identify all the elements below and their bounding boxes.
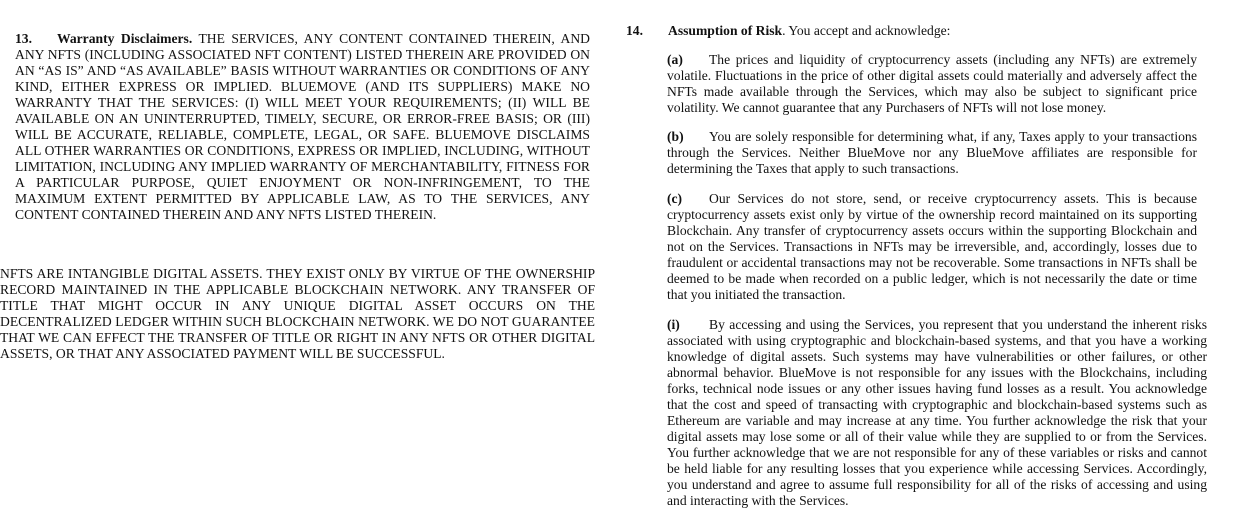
section-14-item-c <box>667 191 1197 303</box>
section-14-heading: Assumption of Risk <box>668 23 783 38</box>
section-14-item-b <box>667 129 1197 177</box>
item-a-text: The prices and liquidity of cryptocurrency assets (including any NFTs) are extremely volatile. Fluctuations in the price of other digital assets could materially and adversely affect the NFTs made available through the Services, which may also be subject to significant price volatility. We cannot guarantee that any Purchasers of NFTs will not lose money. <box>667 52 1197 115</box>
section-13-heading: Warranty Disclaimers. <box>57 31 193 46</box>
section-13-warranty-disclaimers <box>15 31 590 223</box>
item-b-text: You are solely responsible for determining what, if any, Taxes apply to your transactions through the Services. Neither BlueMove nor any BlueMove affiliates are responsible for determining the Taxes that apply to such transactions. <box>667 129 1197 176</box>
item-a-label: (a) <box>667 52 683 67</box>
item-i-text: By accessing and using the Services, you represent that you understand the inherent risks associated with using cryptographic and blockchain-based systems, and that you have a working knowledge of digital assets. Such systems may have vulnerabilities or other failures, or other abnormal behavior. BlueMove is not responsible for any issues with the Blockchains, including forks, technical node issues or any other issues having fund losses as a result. You acknowledge that the cost and speed of transacting with cryptographic and blockchain-based systems such as Ethereum are variable and may increase at any time. You further acknowledge the risk that your digital assets may lose some or all of their value while they are supplied to or from the Services. You further acknowledge that we are not responsible for any of these variables or risks and cannot be held liable for any resulting losses that you experience while accessing Services. Accordingly, you understand and agree to assume full responsibility for all of the risks of accessing and using and interacting with the Services. <box>667 317 1207 508</box>
section-14-header <box>626 23 1216 39</box>
item-b-label: (b) <box>667 129 684 144</box>
item-c-text: Our Services do not store, send, or receive cryptocurrency assets. This is because cryptocurrency assets exist only by virtue of the ownership record maintained on its supporting Blockchain. Any transfer of cryptocurrency assets occurs within the supporting Blockchain and not on the Services. Transactions in NFTs may be irreversible, and, accordingly, losses due to fraudulent or accidental transactions may not be recoverable. Some transactions in NFTs shall be deemed to be made when recorded on a public ledger, which is not necessarily the date or time that you initiated the transaction. <box>667 191 1197 302</box>
section-13-text: THE SERVICES, ANY CONTENT CONTAINED THEREIN, AND ANY NFTS (INCLUDING ASSOCIATED NFT CONTENT) LISTED THEREIN ARE PROVIDED ON AN “AS IS” AND “AS AVAILABLE” BASIS WITHOUT WARRANTIES OR CONDITIONS OF ANY KIND, EITHER EXPRESS OR IMPLIED. BLUEMOVE (AND ITS SUPPLIERS) MAKE NO WARRANTY THAT THE SERVICES: (I) WILL MEET YOUR REQUIREMENTS; (II) WILL BE AVAILABLE ON AN UNINTERRUPTED, TIMELY, SECURE, OR ERROR-FREE BASIS; OR (III) WILL BE ACCURATE, RELIABLE, COMPLETE, LEGAL, OR SAFE. BLUEMOVE DISCLAIMS ALL OTHER WARRANTIES OR CONDITIONS, EXPRESS OR IMPLIED, INCLUDING, WITHOUT LIMITATION, INCLUDING ANY IMPLIED WARRANTY OF MERCHANTABILITY, FITNESS FOR A PARTICULAR PURPOSE, QUIET ENJOYMENT OR NON-INFRINGEMENT, TO THE MAXIMUM EXTENT PERMITTED BY APPLICABLE LAW, AS TO THE SERVICES, ANY CONTENT CONTAINED THEREIN AND ANY NFTS LISTED THEREIN. <box>15 31 590 222</box>
section-14-number: 14. <box>626 23 643 38</box>
section-13-number: 13. <box>15 31 32 46</box>
section-14-item-i <box>667 317 1207 509</box>
item-i-label: (i) <box>667 317 680 332</box>
section-14-intro: . You accept and acknowledge: <box>782 23 951 38</box>
nft-intangible-assets-paragraph: NFTS ARE INTANGIBLE DIGITAL ASSETS. THEY EXIST ONLY BY VIRTUE OF THE OWNERSHIP RECORD MAINTAINED IN THE APPLICABLE BLOCKCHAIN NETWORK. ANY TRANSFER OF TITLE THAT MIGHT OCCUR IN ANY UNIQUE DIGITAL ASSET OCCURS ON THE DECENTRALIZED LEDGER WITHIN SUCH BLOCKCHAIN NETWORK. WE DO NOT GUARANTEE THAT WE CAN EFFECT THE TRANSFER OF TITLE OR RIGHT IN ANY NFTS OR OTHER DIGITAL ASSETS, OR THAT ANY ASSOCIATED PAYMENT WILL BE SUCCESSFUL. <box>0 266 595 361</box>
section-14-item-a <box>667 52 1197 116</box>
item-c-label: (c) <box>667 191 683 206</box>
